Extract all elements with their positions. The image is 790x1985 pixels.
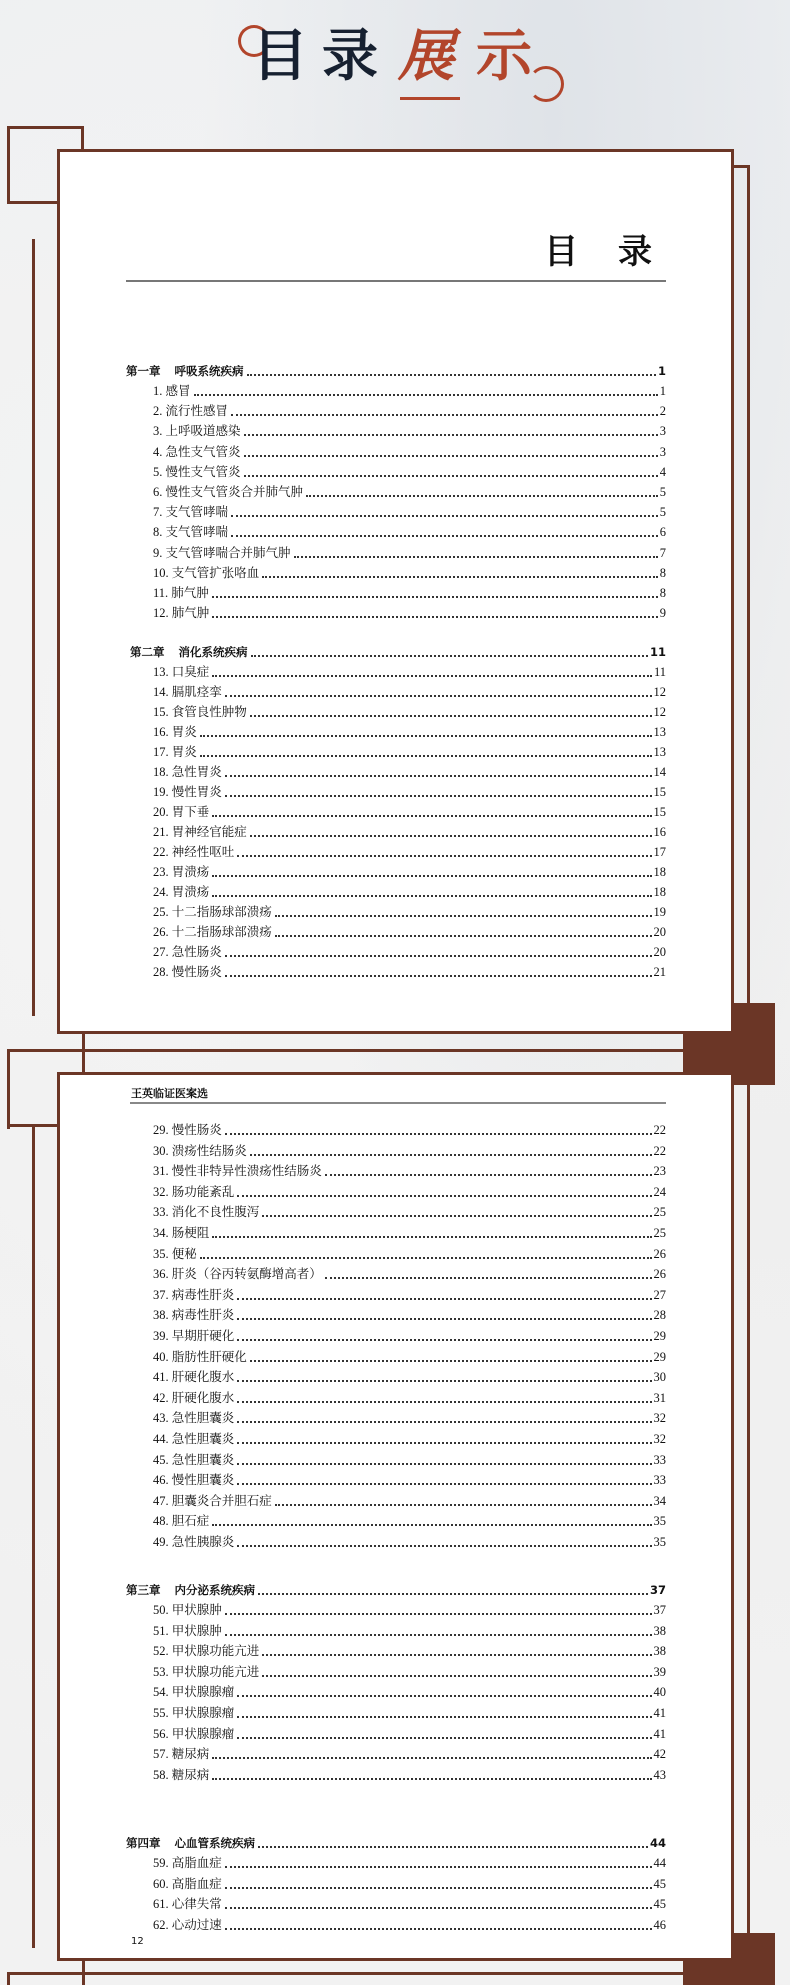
leader-dots	[258, 1845, 648, 1848]
leader-dots	[212, 1523, 651, 1526]
leader-dots	[225, 1612, 652, 1615]
leader-dots	[212, 1235, 651, 1238]
banner-char-3: 展	[398, 23, 454, 89]
leader-dots	[262, 1214, 651, 1217]
leader-dots	[244, 454, 658, 457]
item-title: 58. 糖尿病	[153, 1767, 210, 1782]
toc-item-row[interactable]	[153, 1305, 666, 1323]
leader-dots	[250, 1359, 652, 1362]
item-title: 47. 胆囊炎合并胆石症	[153, 1493, 272, 1508]
leader-dots	[275, 934, 652, 937]
leader-dots	[212, 674, 652, 677]
leader-dots	[194, 393, 658, 396]
page-ref: 22	[653, 1143, 666, 1158]
banner-title	[0, 0, 790, 110]
item-title: 6. 慢性支气管炎合并肺气肿	[153, 485, 304, 499]
toc-item-row[interactable]	[153, 1853, 666, 1871]
page-ref: 33	[653, 1473, 666, 1488]
page-ref: 7	[659, 545, 666, 560]
toc-item-row[interactable]	[153, 862, 666, 880]
page-ref: 41	[653, 1726, 666, 1741]
leader-dots	[225, 1633, 652, 1636]
leader-dots	[237, 1338, 651, 1341]
item-title: 61. 心律失常	[153, 1897, 222, 1912]
page-ref: 9	[659, 606, 666, 621]
page-ref: 20	[653, 945, 666, 959]
toc-item-row[interactable]	[153, 822, 666, 840]
toc-item-row[interactable]	[153, 482, 666, 500]
page-ref: 44	[653, 1856, 666, 1870]
leader-dots	[225, 954, 652, 957]
toc-item-row[interactable]	[153, 442, 666, 460]
chapter-label: 第四章	[126, 1836, 161, 1850]
toc-item-row[interactable]	[153, 1662, 666, 1680]
toc-item-row[interactable]	[153, 563, 666, 581]
item-title: 42. 肝硬化腹水	[153, 1390, 235, 1405]
item-title: 2. 流行性感冒	[153, 404, 229, 419]
item-title: 26. 十二指肠球部溃疡	[153, 925, 272, 939]
page-ref: 32	[653, 1411, 666, 1426]
toc-item-row[interactable]	[153, 421, 666, 439]
toc-item-row[interactable]	[153, 1894, 666, 1912]
leader-dots	[244, 433, 658, 436]
leader-dots	[258, 1592, 648, 1595]
toc-chapter-row[interactable]	[126, 1833, 666, 1851]
item-title: 11. 肺气肿	[153, 586, 209, 600]
item-title: 1. 感冒	[153, 384, 191, 398]
item-title: 55. 甲状腺腺瘤	[153, 1706, 235, 1720]
banner-char-2: 录	[322, 23, 378, 89]
page-ref: 8	[659, 586, 666, 600]
item-title: 43. 急性胆囊炎	[153, 1411, 235, 1426]
leader-dots	[212, 595, 658, 598]
item-title: 31. 慢性非特异性溃疡性结肠炎	[153, 1164, 322, 1179]
leader-dots	[225, 974, 652, 977]
item-title: 23. 胃溃疡	[153, 865, 210, 879]
decor-left-line	[7, 1049, 10, 1129]
chapter-name: 心血管系统疾病	[174, 1836, 255, 1850]
item-title: 30. 溃疡性结肠炎	[153, 1143, 247, 1158]
leader-dots	[250, 834, 652, 837]
page-ref: 26	[653, 1246, 666, 1261]
leader-dots	[237, 1694, 651, 1697]
item-title: 5. 慢性支气管炎	[153, 464, 241, 479]
leader-dots	[237, 1194, 651, 1197]
page-ref: 6	[659, 525, 666, 540]
page-ref: 34	[653, 1493, 666, 1508]
leader-dots	[231, 413, 658, 416]
item-title: 39. 早期肝硬化	[153, 1329, 235, 1343]
toc-item-row[interactable]	[153, 1621, 666, 1639]
item-title: 28. 慢性肠炎	[153, 965, 222, 979]
leader-dots	[306, 494, 658, 497]
toc-item-row[interactable]	[153, 722, 666, 740]
toc-item-row[interactable]	[153, 1600, 666, 1618]
decor-left-line	[32, 239, 35, 1016]
toc-item-row[interactable]	[153, 702, 666, 720]
leader-dots	[212, 1756, 651, 1759]
page-ref: 25	[653, 1205, 666, 1220]
item-title: 60. 高脂血症	[153, 1876, 222, 1891]
item-title: 32. 肠功能紊乱	[153, 1184, 235, 1199]
leader-dots	[225, 1886, 652, 1889]
chapter-name: 内分泌系统疾病	[174, 1583, 255, 1597]
page-ref: 35	[653, 1514, 666, 1529]
page-ref: 11	[649, 645, 666, 659]
page-ref: 24	[653, 1184, 666, 1199]
leader-dots	[212, 814, 651, 817]
item-title: 22. 神经性呕吐	[153, 845, 235, 859]
item-title: 33. 消化不良性腹泻	[153, 1205, 260, 1220]
item-title: 16. 胃炎	[153, 725, 197, 739]
toc-item-row[interactable]	[153, 1491, 666, 1509]
toc-item-row[interactable]	[153, 662, 666, 680]
leader-dots	[325, 1276, 652, 1279]
item-title: 62. 心动过速	[153, 1917, 222, 1932]
toc-item-row[interactable]	[153, 1744, 666, 1762]
item-title: 41. 肝硬化腹水	[153, 1370, 235, 1385]
item-title: 12. 肺气肿	[153, 606, 210, 621]
toc-item-row[interactable]	[153, 381, 666, 399]
leader-dots	[237, 1715, 651, 1718]
leader-dots	[200, 1256, 652, 1259]
leader-dots	[275, 1503, 652, 1506]
toc-item-row[interactable]	[153, 962, 666, 980]
toc-chapter-row[interactable]	[126, 361, 666, 379]
leader-dots	[237, 1317, 651, 1320]
toc-item-row[interactable]	[153, 1326, 666, 1344]
page-ref: 33	[653, 1452, 666, 1467]
leader-dots	[247, 373, 656, 376]
toc-item-row[interactable]	[153, 401, 666, 419]
page-ref: 11	[653, 665, 666, 679]
toc-item-row[interactable]	[153, 1511, 666, 1529]
item-title: 29. 慢性肠炎	[153, 1123, 222, 1137]
page-ref: 29	[653, 1349, 666, 1364]
page-ref: 25	[653, 1226, 666, 1240]
item-title: 57. 糖尿病	[153, 1747, 210, 1762]
page-ref: 45	[653, 1876, 666, 1891]
page-ref: 40	[653, 1685, 666, 1700]
item-title: 19. 慢性胃炎	[153, 785, 222, 799]
toc-page-2	[57, 1072, 734, 1961]
item-title: 10. 支气管扩张咯血	[153, 565, 260, 580]
page-ref: 43	[653, 1767, 666, 1782]
leader-dots	[237, 1482, 651, 1485]
item-title: 34. 肠梗阻	[153, 1226, 210, 1240]
toc-chapter-row[interactable]	[130, 642, 666, 660]
leader-dots	[200, 754, 652, 757]
leader-dots	[251, 654, 648, 657]
leader-dots	[325, 1173, 652, 1176]
leader-dots	[262, 575, 657, 578]
page-ref: 45	[653, 1897, 666, 1912]
toc-item-row[interactable]	[153, 942, 666, 960]
page-ref: 18	[653, 865, 666, 879]
toc-item-row[interactable]	[153, 1264, 666, 1282]
chapter-label: 第二章	[130, 645, 165, 659]
leader-dots	[225, 1132, 652, 1135]
toc-item-row[interactable]	[153, 1874, 666, 1892]
leader-dots	[225, 774, 652, 777]
toc-item-row[interactable]	[153, 902, 666, 920]
item-title: 8. 支气管哮喘	[153, 525, 229, 540]
toc-item-row[interactable]	[153, 842, 666, 860]
item-title: 56. 甲状腺腺瘤	[153, 1726, 235, 1741]
toc-item-row[interactable]	[153, 802, 666, 820]
chapter-label: 第一章	[126, 364, 161, 378]
toc-item-row[interactable]	[153, 762, 666, 780]
leader-dots	[225, 794, 652, 797]
decor-right-line	[747, 1085, 750, 1935]
item-title: 17. 胃炎	[153, 745, 197, 759]
page-ref: 15	[653, 805, 666, 819]
page-ref: 20	[653, 925, 666, 939]
page-ref: 18	[653, 885, 666, 899]
item-title: 24. 胃溃疡	[153, 885, 210, 899]
leader-dots	[225, 1906, 652, 1909]
leader-dots	[212, 874, 651, 877]
item-title: 13. 口臭症	[153, 665, 210, 679]
page-ref: 22	[653, 1123, 666, 1137]
page-ref: 23	[653, 1164, 666, 1179]
item-title: 21. 胃神经官能症	[153, 825, 247, 839]
page-ref: 42	[653, 1747, 666, 1762]
leader-dots	[237, 1400, 651, 1403]
decor-frame-top	[7, 1972, 687, 1975]
toc-item-row[interactable]	[153, 1532, 666, 1550]
item-title: 59. 高脂血症	[153, 1856, 222, 1870]
page-ref: 30	[653, 1370, 666, 1385]
toc-item-row[interactable]	[153, 882, 666, 900]
toc-item-row[interactable]	[153, 1765, 666, 1783]
toc-item-row[interactable]	[153, 583, 666, 601]
toc-item-row[interactable]	[153, 1367, 666, 1385]
page-ref: 5	[659, 485, 666, 499]
leader-dots	[250, 714, 652, 717]
page-title: 目 录	[544, 232, 666, 272]
item-title: 20. 胃下垂	[153, 805, 210, 819]
item-title: 54. 甲状腺腺瘤	[153, 1685, 235, 1700]
page-ref: 5	[659, 505, 666, 520]
toc-item-row[interactable]	[153, 1724, 666, 1742]
toc-item-row[interactable]	[153, 1161, 666, 1179]
page-ref: 21	[653, 965, 666, 979]
item-title: 48. 胆石症	[153, 1514, 210, 1529]
leader-dots	[212, 615, 657, 618]
page-ref: 41	[653, 1706, 666, 1720]
page-ref: 16	[653, 825, 666, 839]
leader-dots	[200, 734, 652, 737]
chapter-name: 消化系统疾病	[178, 645, 248, 659]
item-title: 49. 急性胰腺炎	[153, 1535, 235, 1549]
page-ref: 14	[653, 765, 666, 779]
toc-item-row[interactable]	[153, 922, 666, 940]
leader-dots	[237, 1462, 651, 1465]
item-title: 4. 急性支气管炎	[153, 444, 241, 459]
header-rule	[130, 1102, 666, 1104]
item-title: 27. 急性肠炎	[153, 945, 222, 959]
toc-item-row[interactable]	[153, 1182, 666, 1200]
brush-circle-icon	[528, 66, 564, 102]
leader-dots	[237, 1544, 651, 1547]
leader-dots	[237, 1297, 651, 1300]
page-ref: 29	[653, 1329, 666, 1343]
running-head: 王英临证医案选	[131, 1087, 208, 1100]
page-ref: 32	[653, 1432, 666, 1446]
leader-dots	[244, 474, 658, 477]
chapter-name: 呼吸系统疾病	[174, 364, 244, 378]
item-title: 25. 十二指肠球部溃疡	[153, 905, 272, 919]
page-ref: 15	[653, 785, 666, 799]
page-ref: 19	[653, 905, 666, 919]
leader-dots	[262, 1653, 651, 1656]
toc-item-row[interactable]	[153, 1244, 666, 1262]
item-title: 7. 支气管哮喘	[153, 505, 229, 520]
leader-dots	[212, 1777, 651, 1780]
item-title: 9. 支气管哮喘合并肺气肿	[153, 545, 291, 560]
toc-item-row[interactable]	[153, 1285, 666, 1303]
page-ref: 1	[657, 364, 666, 378]
page-ref: 39	[653, 1664, 666, 1679]
leader-dots	[237, 1420, 651, 1423]
page-ref: 38	[653, 1644, 666, 1659]
decor-left-line	[7, 1972, 10, 1985]
leader-dots	[212, 894, 651, 897]
leader-dots	[225, 1927, 652, 1930]
item-title: 44. 急性胆囊炎	[153, 1432, 235, 1446]
page-ref: 37	[653, 1603, 666, 1617]
page-ref: 27	[653, 1287, 666, 1302]
item-title: 18. 急性胃炎	[153, 765, 222, 779]
item-title: 52. 甲状腺功能亢进	[153, 1644, 260, 1659]
page-ref: 1	[659, 384, 666, 398]
toc-item-row[interactable]	[153, 543, 666, 561]
banner-char-1: 目	[252, 23, 308, 89]
item-title: 37. 病毒性肝炎	[153, 1287, 235, 1302]
item-title: 36. 肝炎（谷丙转氨酶增高者）	[153, 1267, 322, 1282]
leader-dots	[237, 1441, 651, 1444]
item-title: 35. 便秘	[153, 1246, 197, 1261]
page-ref: 13	[653, 725, 666, 739]
page-ref: 38	[653, 1623, 666, 1638]
banner-char-4: 示	[476, 23, 532, 89]
toc-item-row[interactable]	[153, 1429, 666, 1447]
toc-item-row[interactable]	[153, 1408, 666, 1426]
toc-item-row[interactable]	[153, 1141, 666, 1159]
toc-item-row[interactable]	[153, 782, 666, 800]
leader-dots	[237, 1736, 651, 1739]
toc-item-row[interactable]	[153, 1388, 666, 1406]
leader-dots	[250, 1153, 652, 1156]
toc-item-row[interactable]	[153, 1347, 666, 1365]
toc-chapter-row[interactable]	[126, 1580, 666, 1598]
toc-item-row[interactable]	[153, 1223, 666, 1241]
decor-left-line	[32, 1124, 35, 1948]
page-ref: 17	[653, 845, 666, 859]
toc-item-row[interactable]	[153, 742, 666, 760]
title-underline	[400, 97, 460, 100]
page-ref: 46	[653, 1917, 666, 1932]
title-rule	[126, 280, 666, 282]
leader-dots	[237, 1379, 651, 1382]
page-ref: 44	[649, 1836, 666, 1850]
item-title: 51. 甲状腺肿	[153, 1623, 222, 1638]
toc-item-row[interactable]	[153, 462, 666, 480]
page-ref: 12	[653, 685, 666, 699]
leader-dots	[225, 694, 652, 697]
item-title: 15. 食管良性肿物	[153, 705, 247, 719]
leader-dots	[237, 854, 651, 857]
item-title: 38. 病毒性肝炎	[153, 1308, 235, 1323]
page-ref: 31	[653, 1390, 666, 1405]
leader-dots	[231, 534, 658, 537]
toc-item-row[interactable]	[153, 603, 666, 621]
toc-item-row[interactable]	[153, 522, 666, 540]
page-ref: 3	[659, 444, 666, 459]
page-ref: 13	[653, 745, 666, 759]
page-ref: 26	[653, 1267, 666, 1282]
toc-item-row[interactable]	[153, 502, 666, 520]
toc-item-row[interactable]	[153, 1641, 666, 1659]
page-ref: 35	[653, 1535, 666, 1549]
toc-page-1	[57, 149, 734, 1034]
leader-dots	[225, 1865, 652, 1868]
toc-item-row[interactable]	[153, 1470, 666, 1488]
chapter-label: 第三章	[126, 1583, 161, 1597]
page-number: 12	[131, 1936, 144, 1947]
toc-item-row[interactable]	[153, 1682, 666, 1700]
leader-dots	[262, 1674, 651, 1677]
item-title: 50. 甲状腺肿	[153, 1603, 222, 1617]
item-title: 40. 脂肪性肝硬化	[153, 1349, 247, 1364]
item-title: 45. 急性胆囊炎	[153, 1452, 235, 1467]
toc-item-row[interactable]	[153, 1450, 666, 1468]
page-ref: 8	[659, 565, 666, 580]
item-title: 46. 慢性胆囊炎	[153, 1473, 235, 1488]
toc-item-row[interactable]	[153, 1120, 666, 1138]
toc-item-row[interactable]	[153, 682, 666, 700]
item-title: 3. 上呼吸道感染	[153, 424, 241, 439]
page-ref: 12	[653, 705, 666, 719]
toc-item-row[interactable]	[153, 1915, 666, 1933]
page-ref: 4	[659, 464, 666, 479]
toc-item-row[interactable]	[153, 1703, 666, 1721]
toc-item-row[interactable]	[153, 1202, 666, 1220]
page-ref: 28	[653, 1308, 666, 1323]
leader-dots	[294, 555, 658, 558]
item-title: 53. 甲状腺功能亢进	[153, 1664, 260, 1679]
leader-dots	[275, 914, 652, 917]
leader-dots	[231, 514, 658, 517]
page-ref: 3	[659, 424, 666, 439]
page-ref: 37	[649, 1583, 666, 1597]
page-ref: 2	[659, 404, 666, 419]
item-title: 14. 膈肌痉挛	[153, 685, 222, 699]
